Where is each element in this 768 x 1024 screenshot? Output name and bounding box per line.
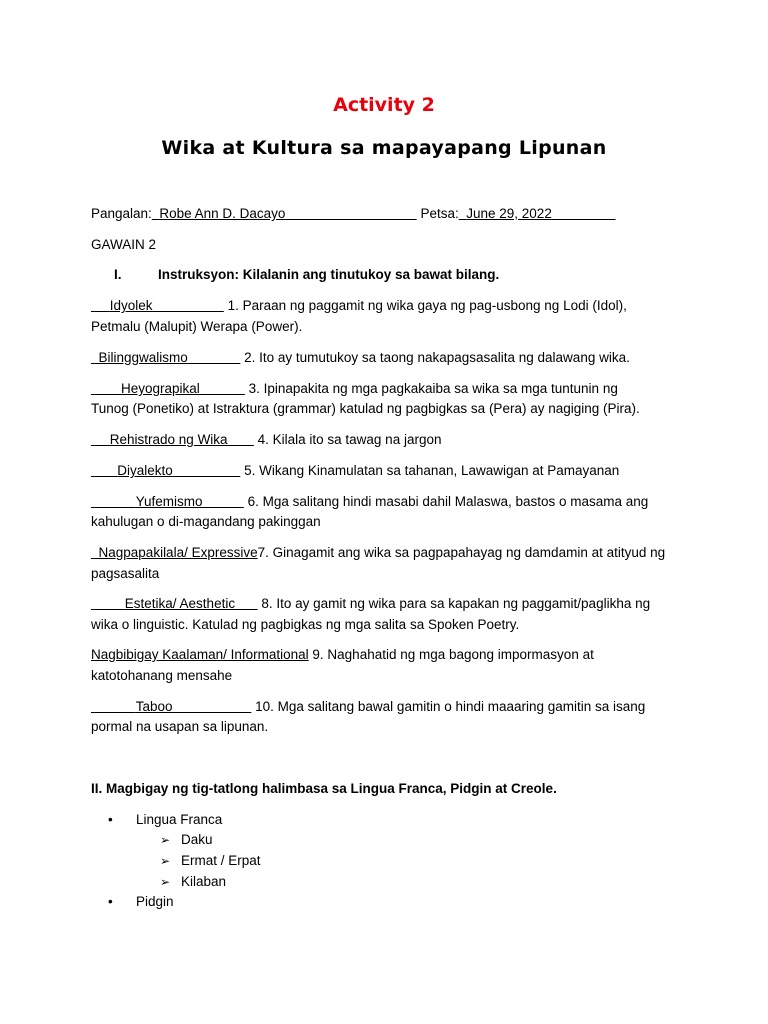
item-5-line-1: Diyalekto 5. Wikang Kinamulatan sa tahanan, Lawawigan at Pamayanan — [91, 461, 691, 481]
item-6-answer: Yufemismo — [135, 494, 203, 509]
item-5-answer: Diyalekto — [117, 463, 173, 478]
item-2-answer: Bilinggwalismo — [98, 350, 188, 365]
item-3-line-2: Tunog (Ponetiko) at Istraktura (grammar) katulad ng pagbigkas sa (Pera) ay nagiging (Pira). — [91, 401, 640, 416]
name-label: Pangalan: — [91, 206, 152, 221]
date-value: June 29, 2022 — [466, 206, 552, 221]
item-9-line-1: Nagbibigay Kaalaman/ Informational 9. Naghahatid ng mga bagong impormasyon at — [91, 647, 594, 662]
item-10-answer: Taboo — [135, 699, 173, 714]
name-date-line — [91, 204, 691, 224]
item-4-answer: Rehistrado ng Wika — [109, 432, 228, 447]
item-1-line-1: Idyolek 1. Paraan ng paggamit ng wika gaya ng pag-usbong ng Lodi (Idol), — [91, 296, 691, 316]
item-8-line-1: Estetika/ Aesthetic 8. Ito ay gamit ng wika para sa kapakan ng paggamit/paglikha ng — [91, 594, 691, 614]
item-2-line-1: Bilinggwalismo 2. Ito ay tumutukoy sa taong nakapagsasalita ng dalawang wika. — [91, 348, 691, 368]
roman-numeral-i: I. — [114, 267, 122, 282]
item-7-line-1: Nagpapakilala/ Expressive7. Ginagamit ang wika sa pagpapahayag ng damdamin at atityud ng — [91, 543, 691, 563]
item-1-answer: Idyolek — [109, 298, 153, 313]
lesson-title: Wika at Kultura sa mapayapang Lipunan — [161, 137, 607, 159]
bullet-icon: • — [108, 812, 113, 827]
name-value: Robe Ann D. Dacayo — [159, 206, 286, 221]
item-6-line-2: kahulugan o di-magandang pakinggan — [91, 514, 321, 529]
arrow-bullet-icon: ➢ — [160, 833, 171, 847]
item-10-line-1: Taboo 10. Mga salitang bawal gamitin o hindi maaaring gamitin sa isang — [91, 697, 691, 717]
part-ii-heading: II. Magbigay ng tig-tatlong halimbasa sa Lingua Franca, Pidgin at Creole. — [91, 781, 557, 796]
item-3-answer: Heyograpikal — [121, 381, 200, 396]
item-7-answer: Nagpapakilala/ Expressive — [98, 545, 258, 560]
item-9-line-2: katotohanang mensahe — [91, 668, 233, 683]
item-7-line-2: pagsasalita — [91, 566, 160, 581]
instruction-text: Instruksyon: Kilalanin ang tinutukoy sa bawat bilang. — [158, 267, 500, 282]
worksheet-page: Activity 2 Wika at Kultura sa mapayapang Lipunan Pangalan: Robe Ann D. Dacayo Petsa: June 29, 2022 GAWAIN 2 I. Instruksyon: Kilalanin ang tinutukoy sa bawat bilang. Idyolek 1. Paraan ng paggamit ng wika gaya ng pag-usbong ng Lodi (Idol), Petmalu (Malupit) Werapa (Power). Bilinggwalismo 2. Ito ay tumutukoy sa taong nakapagsasalita ng dalawang wika. Heyograpikal 3. Ipinapakita ng mga pagkakaiba sa wika sa mga tuntunin ng Tunog (Ponetiko) at Istraktura (grammar) katulad ng pagbigkas sa (Pera) ay nagiging (Pira). Rehistrado ng Wika 4. Kilala ito sa tawag na jargon Diyalekto 5. Wikang Kinamulatan sa tahanan, Lawawigan at Pamayanan Yufemismo 6. Mga salitang hindi masabi dahil Malaswa, bastos o masama ang kahulugan o di-magandang pakinggan Nagpapakilala/ Expressive7. Ginagamit ang wika sa pagpapahayag ng damdamin at atityud ng pagsasalita Estetika/ Aesthetic 8. Ito ay gamit ng wika para sa kapakan ng paggamit/paglikha ng wika o linguistic. Katulad ng pagbigkas ng mga salita sa Spoken Poetry. Nagbibigay Kaalaman/ Informational 9. Naghahatid ng mga bagong impormasyon at katotohanang mensahe Taboo 10. Mga salitang bawal gamitin o hindi maaaring gamitin sa isang pormal na usapan sa lipunan. II. Magbigay ng tig-tatlong halimbasa sa Lingua Franca, Pidgin at Creole. • Lingua Franca ➢ Daku ➢ Ermat / Erpat ➢ Kilaban • Pidgin — [0, 0, 768, 1024]
arrow-bullet-icon: ➢ — [160, 875, 171, 889]
item-8-answer: Estetika/ Aesthetic — [124, 596, 236, 611]
item-9-answer: Nagbibigay Kaalaman/ Informational — [91, 647, 309, 662]
section-heading: GAWAIN 2 — [91, 237, 157, 252]
activity-title: Activity 2 — [333, 94, 435, 116]
item-8-line-2: wika o linguistic. Katulad ng pagbigkas ng mga salita sa Spoken Poetry. — [91, 617, 520, 632]
bullet-icon: • — [108, 894, 113, 909]
item-3-line-1: Heyograpikal 3. Ipinapakita ng mga pagkakaiba sa wika sa mga tuntunin ng — [91, 379, 691, 399]
item-6-line-1: Yufemismo 6. Mga salitang hindi masabi dahil Malaswa, bastos o masama ang — [91, 492, 691, 512]
date-label: Petsa: — [420, 206, 459, 221]
item-10-line-2: pormal na usapan sa lipunan. — [91, 719, 269, 734]
item-1-line-2: Petmalu (Malupit) Werapa (Power). — [91, 319, 303, 334]
item-4-line-1: Rehistrado ng Wika 4. Kilala ito sa tawag na jargon — [91, 430, 691, 450]
arrow-bullet-icon: ➢ — [160, 854, 171, 868]
